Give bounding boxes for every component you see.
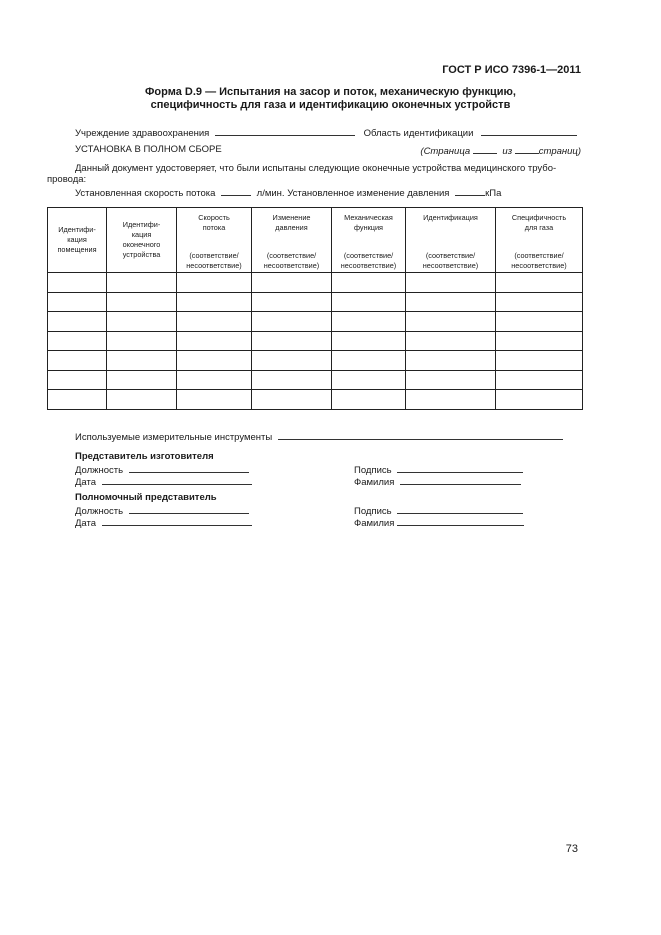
column-header-title: Скорость потока [198, 213, 230, 232]
column-header-note: (соответствие/ несоответствие) [422, 251, 479, 270]
flow-label: Установленная скорость потока [75, 188, 216, 199]
page-suffix: страниц) [538, 146, 581, 157]
table-cell[interactable] [332, 351, 406, 371]
instruments-label: Используемые измерительные инструменты [75, 432, 273, 443]
table-cell[interactable] [48, 351, 107, 371]
table-cell[interactable] [406, 331, 496, 351]
manufacturer-surname-row [354, 475, 521, 488]
table-row [48, 292, 583, 312]
table-cell[interactable] [496, 273, 583, 293]
table-cell[interactable] [177, 331, 252, 351]
flow-row [75, 186, 501, 199]
table-cell[interactable] [406, 273, 496, 293]
authorized-signature-field[interactable] [397, 504, 523, 514]
column-header-1 [48, 208, 107, 273]
table-cell[interactable] [496, 390, 583, 410]
column-header-note: (соответствие/ несоответствие) [186, 251, 242, 270]
assembly-label: УСТАНОВКА В ПОЛНОМ СБОРЕ [75, 144, 222, 155]
table-cell[interactable] [252, 273, 332, 293]
table-cell[interactable] [496, 312, 583, 332]
table-cell[interactable] [406, 312, 496, 332]
standard-code: ГОСТ Р ИСО 7396-1—2011 [442, 64, 581, 76]
table-cell[interactable] [107, 292, 177, 312]
table-cell[interactable] [107, 390, 177, 410]
position-label: Должность [75, 465, 124, 476]
manufacturer-heading: Представитель изготовителя [75, 451, 214, 462]
table-cell[interactable] [252, 331, 332, 351]
column-header-note: (соответствие/ несоответствие) [340, 251, 397, 270]
page-of-label: из [502, 146, 513, 157]
table-cell[interactable] [48, 370, 107, 390]
page-number-field[interactable] [473, 144, 497, 154]
column-header-title: Идентифи- кация помещения [57, 225, 97, 254]
table-cell[interactable] [332, 370, 406, 390]
table-cell[interactable] [406, 292, 496, 312]
table-cell[interactable] [107, 312, 177, 332]
column-header-4 [252, 208, 332, 273]
manufacturer-date-field[interactable] [102, 475, 252, 485]
table-header-row [48, 208, 583, 273]
certify-text-line-2: провода: [47, 174, 87, 185]
table-cell[interactable] [177, 370, 252, 390]
column-header-6 [406, 208, 496, 273]
table-cell[interactable] [48, 292, 107, 312]
column-header-note: (соответствие/ несоответствие) [511, 251, 567, 270]
table-cell[interactable] [332, 390, 406, 410]
table-cell[interactable] [107, 273, 177, 293]
table-cell[interactable] [177, 351, 252, 371]
table-row [48, 312, 583, 332]
position-label: Должность [75, 506, 124, 517]
table-cell[interactable] [406, 351, 496, 371]
table-cell[interactable] [252, 390, 332, 410]
table-cell[interactable] [252, 351, 332, 371]
table-cell[interactable] [252, 312, 332, 332]
table-cell[interactable] [107, 331, 177, 351]
signature-label: Подпись [354, 506, 392, 517]
column-header-2 [107, 208, 177, 273]
table-row [48, 351, 583, 371]
institution-row [75, 126, 577, 139]
table-cell[interactable] [496, 370, 583, 390]
instruments-field[interactable] [278, 430, 563, 440]
table-cell[interactable] [332, 273, 406, 293]
table-cell[interactable] [107, 351, 177, 371]
authorized-surname-row [354, 516, 524, 529]
table-cell[interactable] [496, 292, 583, 312]
authorized-heading: Полномочный представитель [75, 492, 217, 503]
table-cell[interactable] [252, 292, 332, 312]
table-cell[interactable] [48, 390, 107, 410]
table-body [48, 273, 583, 410]
pressure-unit-label: кПа [485, 188, 502, 199]
surname-label: Фамилия [354, 477, 395, 488]
page-count-row [420, 144, 581, 157]
form-title-line-2: специфичность для газа и идентификацию оконечных устройств [150, 99, 511, 111]
column-header-5 [332, 208, 406, 273]
manufacturer-position-field[interactable] [129, 463, 249, 473]
column-header-title: Механическая функция [344, 213, 393, 232]
table-row [48, 273, 583, 293]
table-cell[interactable] [107, 370, 177, 390]
column-header-title: Изменение давления [272, 213, 311, 232]
page-number: 73 [565, 843, 578, 855]
manufacturer-signature-field[interactable] [397, 463, 523, 473]
table-row [48, 370, 583, 390]
instruments-row [75, 430, 563, 443]
column-header-3 [177, 208, 252, 273]
table-cell[interactable] [48, 273, 107, 293]
table-cell[interactable] [406, 390, 496, 410]
table-cell[interactable] [177, 390, 252, 410]
table-cell[interactable] [496, 351, 583, 371]
date-label: Дата [75, 477, 97, 488]
table-cell[interactable] [332, 331, 406, 351]
form-title-line-1: Форма D.9 — Испытания на засор и поток, механическую функцию, [145, 86, 516, 98]
page-label: (Страница [420, 146, 471, 157]
table-cell[interactable] [406, 370, 496, 390]
manufacturer-date-row [75, 475, 252, 488]
certify-text-line-1: Данный документ удостоверяет, что были испытаны следующие оконечные устройства медицинского трубо- [75, 163, 557, 174]
area-field[interactable] [481, 126, 577, 136]
date-label: Дата [75, 518, 97, 529]
institution-label: Учреждение здравоохранения [75, 128, 210, 139]
page-total-field[interactable] [515, 144, 539, 154]
column-header-note: (соответствие/ несоответствие) [263, 251, 320, 270]
flow-unit-label: л/мин. Установленное изменение давления [256, 188, 450, 199]
table-row [48, 331, 583, 351]
authorized-date-row [75, 516, 252, 529]
table-cell[interactable] [332, 292, 406, 312]
column-header-7 [496, 208, 583, 273]
results-table [47, 207, 583, 410]
authorized-date-field[interactable] [102, 516, 252, 526]
table-cell[interactable] [177, 312, 252, 332]
pressure-change-field[interactable] [455, 186, 485, 196]
table-cell[interactable] [496, 331, 583, 351]
manufacturer-surname-field[interactable] [400, 475, 521, 485]
authorized-surname-field[interactable] [397, 516, 524, 526]
table-cell[interactable] [48, 331, 107, 351]
surname-label: Фамилия [354, 518, 395, 529]
table-cell[interactable] [332, 312, 406, 332]
column-header-title: Идентификация [423, 213, 478, 222]
column-header-title: Идентифи- кация оконечного устройства [122, 220, 161, 259]
table-cell[interactable] [252, 370, 332, 390]
flow-rate-field[interactable] [221, 186, 251, 196]
table-cell[interactable] [177, 292, 252, 312]
authorized-position-field[interactable] [129, 504, 249, 514]
table-cell[interactable] [48, 312, 107, 332]
signature-label: Подпись [354, 465, 392, 476]
area-label: Область идентификации [363, 128, 474, 139]
table-cell[interactable] [177, 273, 252, 293]
table-row [48, 390, 583, 410]
institution-field[interactable] [215, 126, 355, 136]
column-header-title: Специфичность для газа [511, 213, 567, 232]
